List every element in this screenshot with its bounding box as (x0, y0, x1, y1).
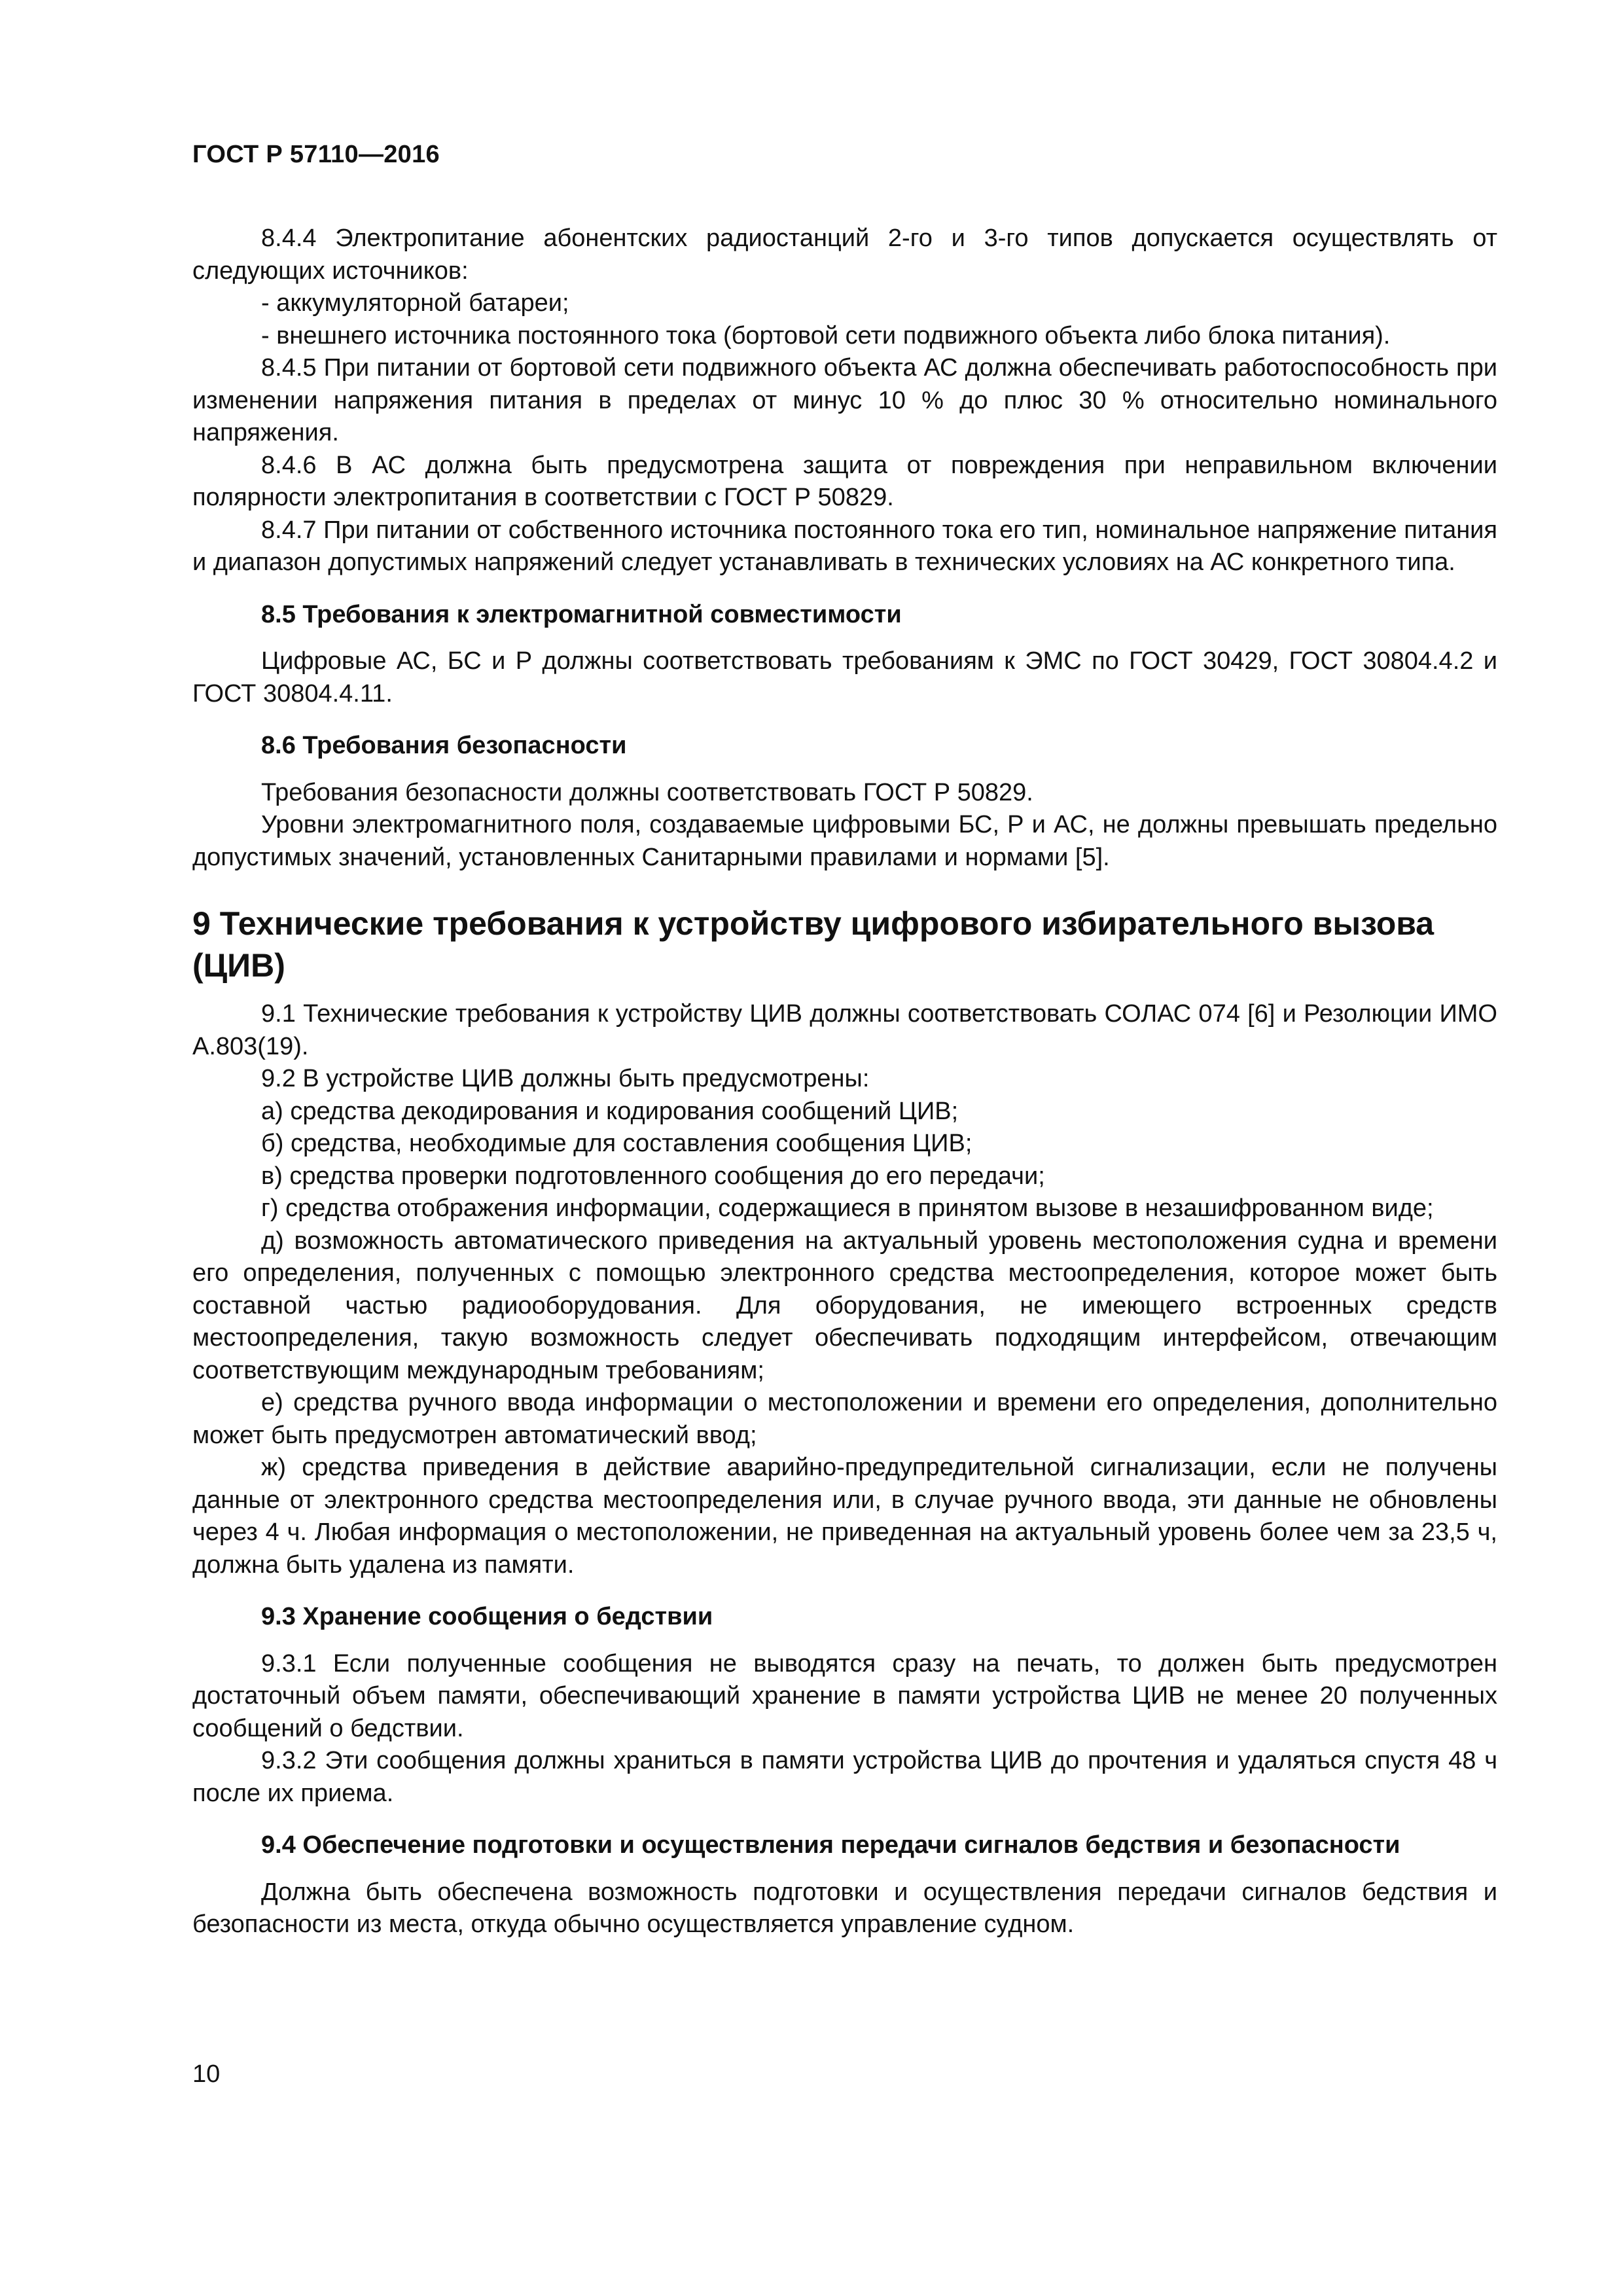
list-item-b: б) средства, необходимые для составления сообщения ЦИВ; (261, 1130, 972, 1157)
heading-9-4: 9.4 Обеспечение подготовки и осуществления передачи сигналов бедствия и безопасности (261, 1831, 1400, 1859)
list-item-a: а) средства декодирования и кодирования сообщений ЦИВ; (261, 1097, 959, 1125)
list-item-zh: ж) средства приведения в действие аварийно-предупредительной сигнализации, если не получены данные от электронного средства местоопределения или, в случае ручного ввода, эти данные не обновлены через 4 ч. Любая информация о местоположении, не приведенная на актуальный уровень более чем за 23,5 ч, должна быть удалена из памяти. (192, 1454, 1497, 1579)
document-page (192, 141, 1497, 1941)
heading-8-5: 8.5 Требования к электромагнитной совместимости (261, 600, 902, 628)
document-code-header: ГОСТ Р 57110—2016 (192, 141, 440, 168)
paragraph-8-4-4: 8.4.4 Электропитание абонентских радиостанций 2-го и 3-го типов допускается осуществлять от следующих источников: (192, 224, 1497, 285)
list-item-battery: - аккумуляторной батареи; (261, 289, 569, 317)
paragraph-8-6-1: Требования безопасности должны соответствовать ГОСТ Р 50829. (261, 778, 1033, 806)
heading-section-9: 9 Технические требования к устройству цифрового избирательного вызова (ЦИВ) (192, 905, 1435, 984)
page-number: 10 (192, 2060, 221, 2088)
paragraph-8-4-6: 8.4.6 В АС должна быть предусмотрена защита от повреждения при неправильном включении полярности электропитания в соответствии с ГОСТ Р 50829. (192, 451, 1497, 511)
list-item-d: д) возможность автоматического приведения на актуальный уровень местоположения судна и времени его определения, полученных с помощью электронного средства местоопределения, которое может быть составной частью радиооборудования. Для оборудования, не имеющего встроенных средств местоопределения, такую возможность следует обеспечивать подходящим интерфейсом, отвечающим соответствующим международным требованиям; (192, 1227, 1497, 1384)
paragraph-9-1: 9.1 Технические требования к устройству ЦИВ должны соответствовать СОЛАС 074 [6] и Резолюции ИМО А.803(19). (192, 1000, 1497, 1060)
paragraph-9-2: 9.2 В устройстве ЦИВ должны быть предусмотрены: (261, 1065, 870, 1092)
list-item-g: г) средства отображения информации, содержащиеся в принятом вызове в незашифрованном виде; (261, 1194, 1434, 1222)
list-item-external-source: - внешнего источника постоянного тока (бортовой сети подвижного объекта либо блока питания). (261, 321, 1391, 350)
paragraph-9-3-2: 9.3.2 Эти сообщения должны храниться в памяти устройства ЦИВ до прочтения и удаляться спустя 48 ч после их приема. (192, 1747, 1497, 1807)
list-item-v: в) средства проверки подготовленного сообщения до его передачи; (261, 1162, 1045, 1190)
paragraph-9-4: Должна быть обеспечена возможность подготовки и осуществления передачи сигналов бедствия и безопасности из места, откуда обычно осуществляется управление судном. (192, 1878, 1497, 1938)
paragraph-8-4-7: 8.4.7 При питании от собственного источника постоянного тока его тип, номинальное напряжение питания и диапазон допустимых напряжений следует устанавливать в технических условиях на АС конкретного типа. (192, 516, 1497, 576)
paragraph-9-3-1: 9.3.1 Если полученные сообщения не выводятся сразу на печать, то должен быть предусмотрен достаточный объем памяти, обеспечивающий хранение в памяти устройства ЦИВ не менее 20 полученных сообщений о бедствии. (192, 1649, 1497, 1742)
paragraph-8-4-5: 8.4.5 При питании от бортовой сети подвижного объекта АС должна обеспечивать работоспособность при изменении напряжения питания в пределах от минус 10 % до плюс 30 % относительно номинального напряжения. (192, 354, 1497, 446)
heading-8-6: 8.6 Требования безопасности (261, 732, 627, 759)
list-item-e: е) средства ручного ввода информации о местоположении и времени его определения, дополнительно может быть предусмотрен автоматический ввод; (192, 1389, 1497, 1449)
paragraph-8-5: Цифровые АС, БС и Р должны соответствовать требованиям к ЭМС по ГОСТ 30429, ГОСТ 30804.4.2 и ГОСТ 30804.4.11. (192, 647, 1497, 708)
heading-9-3: 9.3 Хранение сообщения о бедствии (261, 1603, 713, 1630)
paragraph-8-6-2: Уровни электромагнитного поля, создаваемые цифровыми БС, Р и АС, не должны превышать предельно допустимых значений, установленных Санитарными правилами и нормами [5]. (192, 811, 1497, 871)
